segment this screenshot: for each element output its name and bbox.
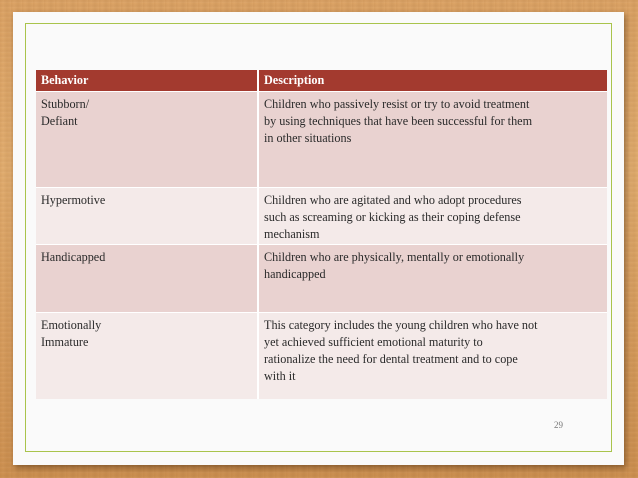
table-row bbox=[36, 245, 607, 313]
behavior-line: Immature bbox=[41, 335, 89, 349]
header-behavior: Behavior bbox=[36, 70, 258, 92]
table-row bbox=[36, 92, 607, 188]
description-line: handicapped bbox=[264, 267, 326, 281]
table-row bbox=[36, 313, 607, 399]
description-line: Children who are physically, mentally or emotionally bbox=[264, 250, 525, 264]
slide bbox=[13, 12, 624, 465]
behavior-cell bbox=[36, 245, 258, 313]
behavior-line: Stubborn/ bbox=[41, 97, 90, 111]
description-line: Children who passively resist or try to avoid treatment bbox=[264, 97, 530, 111]
behavior-table bbox=[36, 70, 607, 399]
description-line: with it bbox=[264, 369, 296, 383]
page-number: 29 bbox=[554, 420, 563, 430]
behavior-cell bbox=[36, 92, 258, 188]
description-cell bbox=[258, 92, 607, 188]
behavior-line: Emotionally bbox=[41, 318, 102, 332]
description-line: yet achieved sufficient emotional maturity to bbox=[264, 335, 483, 349]
table-header-row bbox=[36, 70, 607, 92]
behavior-cell bbox=[36, 313, 258, 399]
description-line: rationalize the need for dental treatment and to cope bbox=[264, 352, 518, 366]
description-line: This category includes the young children who have not bbox=[264, 318, 538, 332]
description-line: in other situations bbox=[264, 131, 352, 145]
behavior-line: Hypermotive bbox=[41, 193, 106, 207]
description-line: by using techniques that have been successful for them bbox=[264, 114, 533, 128]
description-line: mechanism bbox=[264, 227, 320, 241]
behavior-cell bbox=[36, 188, 258, 245]
table-row bbox=[36, 188, 607, 245]
header-description: Description bbox=[258, 70, 607, 92]
description-line: Children who are agitated and who adopt procedures bbox=[264, 193, 522, 207]
description-cell bbox=[258, 313, 607, 399]
behavior-line: Handicapped bbox=[41, 250, 106, 264]
description-cell bbox=[258, 245, 607, 313]
description-cell bbox=[258, 188, 607, 245]
description-line: such as screaming or kicking as their coping defense bbox=[264, 210, 521, 224]
behavior-line: Defiant bbox=[41, 114, 78, 128]
